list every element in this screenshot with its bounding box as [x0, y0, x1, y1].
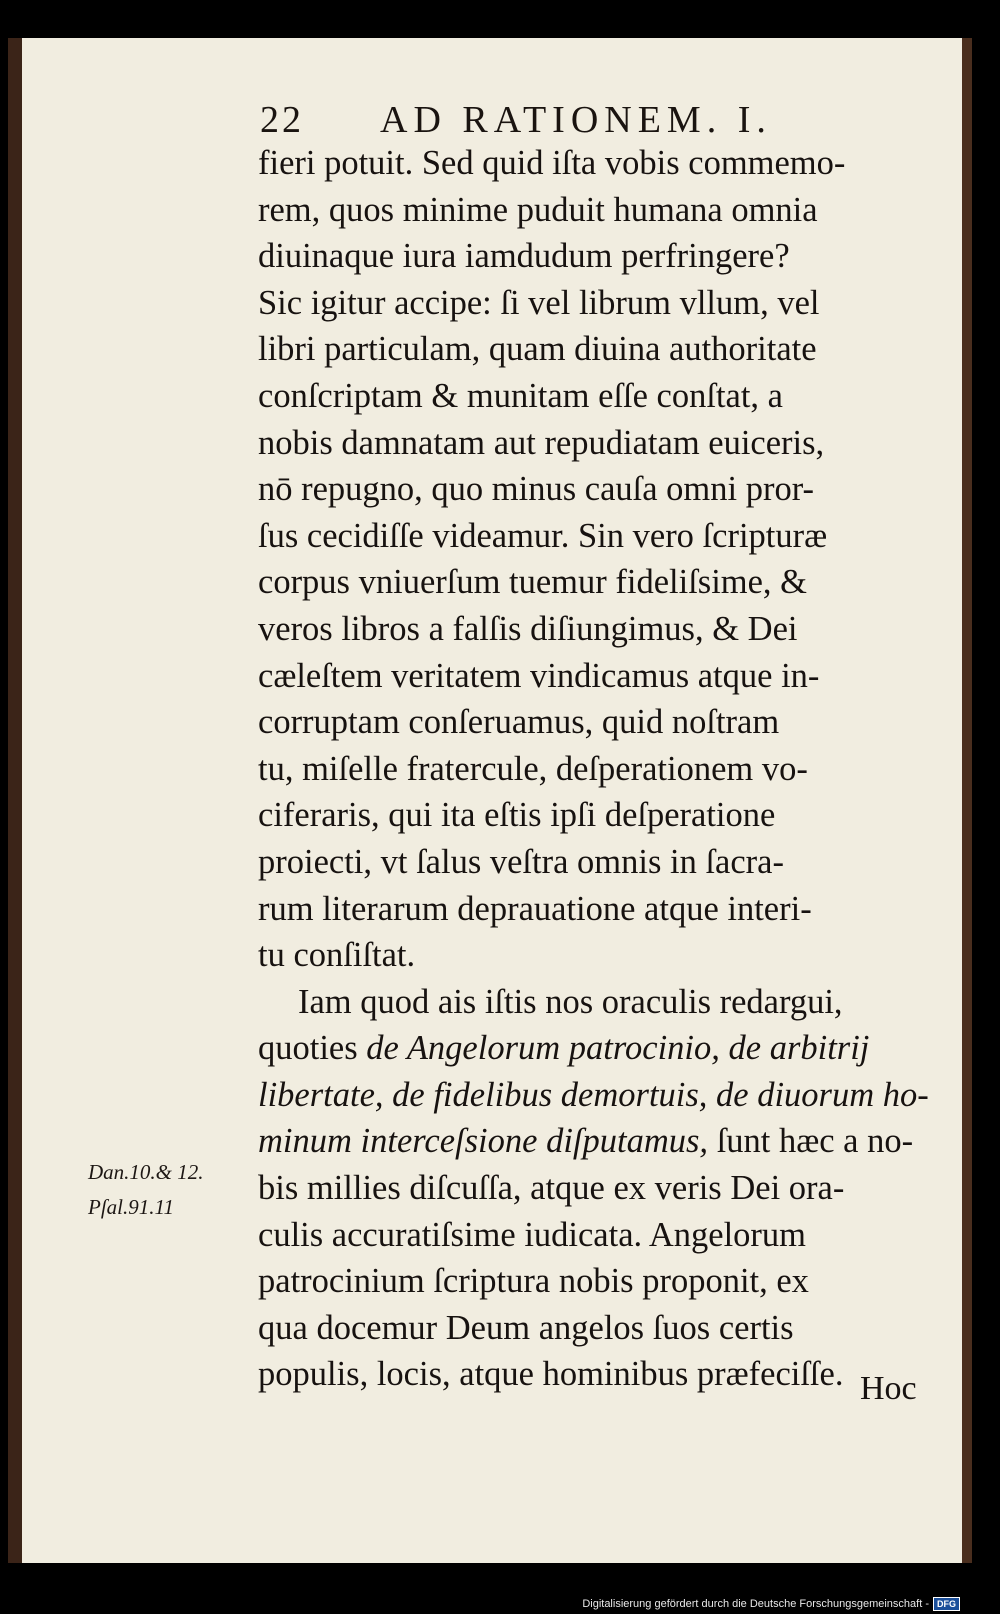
paragraph-start-line: Iam quod ais iſtis nos oraculis redargui,: [298, 982, 843, 1021]
text-line: rum literarum deprauatione atque interi-: [258, 889, 812, 928]
text-line: corruptam conſeruamus, quid noſtram: [258, 703, 780, 742]
text-line: patrocinium ſcriptura nobis proponit, ex: [258, 1262, 809, 1301]
text-line: tu, miſelle fratercule, deſperationem vo-: [258, 749, 808, 788]
text-line: fieri potuit. Sed quid iſta vobis commemo-: [258, 144, 846, 182]
text-line: Sic igitur accipe: ſi vel librum vllum, vel: [258, 283, 820, 322]
text-line: culis accuratiſsime iudicata. Angelorum: [258, 1215, 806, 1254]
text-line: veros libros a falſis diſiungimus, & Dei: [258, 609, 798, 648]
italic-run: minum interceſsione diſputamus,: [258, 1122, 709, 1161]
text-run: quoties: [258, 1029, 367, 1068]
catchword: Hoc: [860, 1370, 917, 1407]
text-line: populis, locis, atque hominibus præfeciſſe.: [258, 1355, 844, 1394]
margin-note: Pſal.91.11: [88, 1195, 174, 1219]
text-line: proiecti, vt ſalus veſtra omnis in ſacra-: [258, 842, 784, 881]
running-title: AD RATIONEM. I.: [380, 99, 772, 141]
text-line: tu conſiſtat.: [258, 936, 416, 975]
text-line: ciferaris, qui ita eſtis ipſi deſperatione: [258, 796, 776, 835]
italic-run: de Angelorum patrocinio, de arbitrij: [366, 1029, 870, 1068]
text-line: bis millies diſcuſſa, atque ex veris Dei ora-: [258, 1169, 845, 1208]
main-text: [258, 140, 948, 1398]
digitization-footer: [582, 1594, 960, 1614]
text-line: qua docemur Deum angelos ſuos certis: [258, 1308, 794, 1347]
text-line: conſcriptam & munitam eſſe conſtat, a: [258, 376, 783, 415]
text-line: nobis damnatam aut repudiatam euiceris,: [258, 423, 825, 462]
footer-text: Digitalisierung gefördert durch die Deutsche Forschungsgemeinschaft -: [582, 1598, 929, 1610]
text-line: cæleſtem veritatem vindicamus atque in-: [258, 656, 820, 695]
italic-line: libertate, de fidelibus demortuis, de diuorum ho-: [258, 1075, 929, 1114]
text-line: libri particulam, quam diuina authoritate: [258, 330, 817, 369]
text-line: corpus vniuerſum tuemur fideliſsime, &: [258, 563, 808, 602]
text-line: ſus cecidiſſe videamur. Sin vero ſcripturæ: [258, 516, 828, 555]
margin-note: Dan.10.& 12.: [88, 1160, 204, 1184]
text-line: [258, 1118, 948, 1165]
text-run: ſunt hæc a no-: [708, 1122, 914, 1161]
page-number: 22: [260, 99, 304, 141]
text-line: [258, 1025, 948, 1072]
page-header: [260, 98, 860, 142]
text-line: rem, quos minime puduit humana omnia: [258, 190, 818, 229]
dfg-logo-icon: DFG: [933, 1597, 960, 1611]
text-line: nō repugno, quo minus cauſa omni pror-: [258, 470, 814, 509]
text-line: diuinaque iura iamdudum perfringere?: [258, 237, 790, 276]
